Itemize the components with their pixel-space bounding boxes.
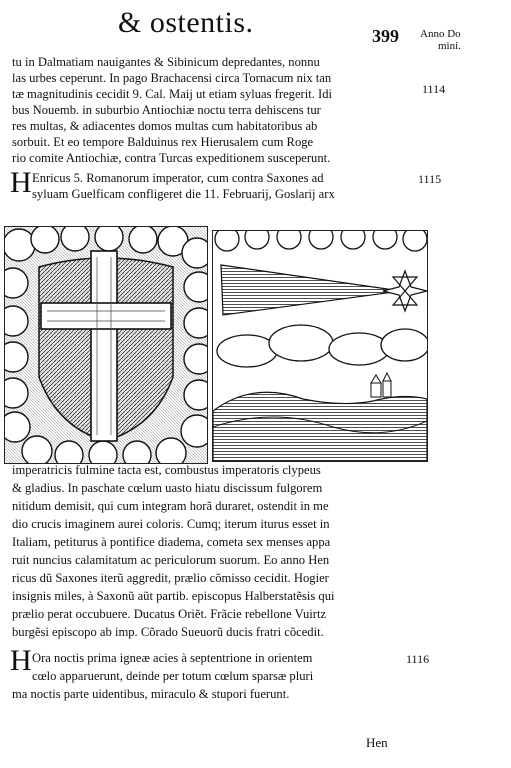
year-margin-1114: 1114: [422, 82, 446, 96]
text-line: sorbuit. Et eo tempore Balduinus rex Hierusalem cum Roge: [12, 135, 314, 149]
text-line: burgẽsi episcopo ab imp. Cõrado Sueuorũ ducis fratri cõcedit.: [12, 625, 324, 639]
text-line: tu in Dalmatiam nauigantes & Sibinicum depredantes, nonnu: [12, 55, 320, 69]
text-line: cœlo apparuerunt, deinde per totum cœlum sparsæ pluri: [32, 669, 314, 683]
text-line: rio comite Antiochiæ, contra Turcas expeditionem susceperunt.: [12, 151, 331, 165]
text-line: Enricus 5. Romanorum imperator, cum contra Saxones ad: [32, 171, 324, 185]
comet-illustration: [213, 231, 427, 461]
text-line: Ora noctis prima igneæ acies à septentrione in orientem: [32, 651, 313, 665]
woodcut-cross-in-clouds: [4, 226, 208, 464]
running-title: & ostentis.: [118, 6, 254, 39]
text-line: ricus dũ Saxones iterũ aggredit, prælio cõmisso cecidit. Hogier: [12, 571, 329, 585]
dropcap-h: H: [10, 644, 32, 677]
margin-note: [420, 28, 461, 52]
text-line: syluam Guelficam confligeret die 11. Februarij, Goslarij arx: [32, 187, 335, 201]
cross-illustration: [5, 227, 207, 463]
margin-note-line-2: mini.: [438, 40, 461, 52]
page-number: 399: [372, 26, 399, 46]
dropcap-h: H: [10, 166, 32, 199]
text-line: nitidum demisit, qui cum integram horã duraret, ostendit in me: [12, 499, 329, 513]
text-line: tæ magnitudinis cecidit 9. Cal. Maij ut etiam syluas fregerit. Idi: [12, 87, 333, 101]
text-line: ma noctis parte uidentibus, miraculo & stupori fuerunt.: [12, 687, 290, 701]
text-line: las urbes ceperunt. In pago Brachacensi circa Tornacum nix tan: [12, 71, 332, 85]
text-line: ruit nuncius calamitatum ac periculorum suorum. Eo anno Hen: [12, 553, 330, 567]
text-line: Italiam, petiturus à pontifice diadema, cometa sex menses appa: [12, 535, 331, 549]
woodcut-comet-landscape: [212, 230, 428, 462]
text-line: prælio perat occubuere. Ducatus Oriẽt. Frãcie rebellone Vuirtz: [12, 607, 327, 621]
year-margin-1115: 1115: [418, 172, 442, 186]
catchword: Hen: [366, 735, 388, 750]
text-line: & gladius. In paschate cœlum uasto hiatu discissum fulgorem: [12, 481, 323, 495]
text-line: res multas, & adiacentes domos multas cum habitatoribus ab: [12, 119, 318, 133]
margin-note-line-1: Anno Do: [420, 28, 461, 40]
text-line: dio crucis imaginem aurei coloris. Cumq; iterum iturus esset in: [12, 517, 330, 531]
text-line: imperatricis fulmine tacta est, combustus imperatoris clypeus: [12, 463, 321, 477]
text-line: bus Nouemb. in suburbio Antiochiæ noctu terra dehiscens tur: [12, 103, 321, 117]
year-margin-1116: 1116: [406, 652, 430, 666]
text-line: insignis miles, à Saxonũ aũt partib. episcopus Halberstatẽsis qui: [12, 589, 335, 603]
